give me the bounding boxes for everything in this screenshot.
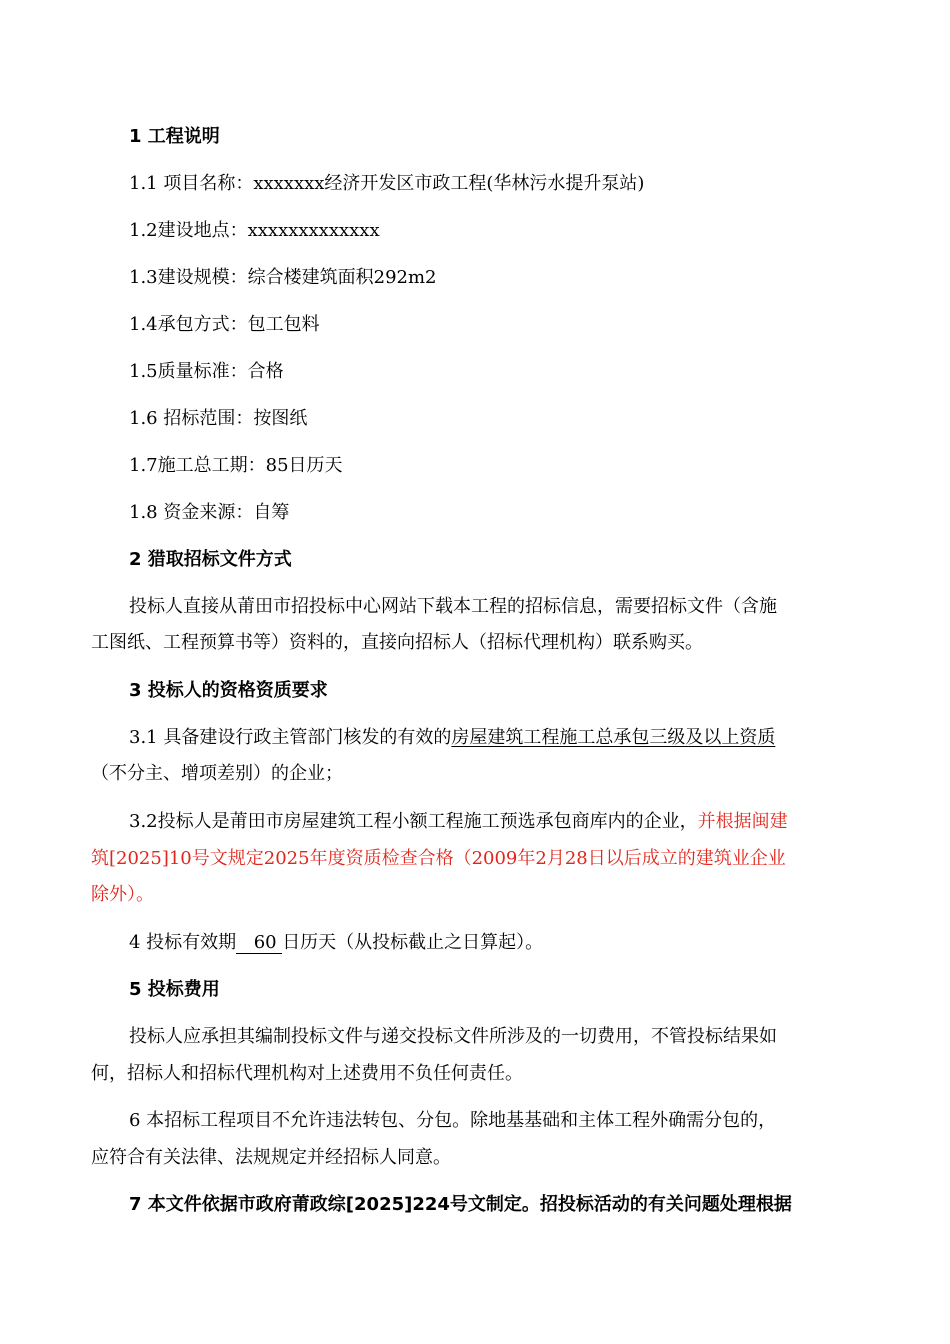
qualification-item-2-red-line-3: 除外）。 [91, 884, 154, 905]
bid-validity-suffix: 日历天（从投标截止之日算起）。 [282, 932, 544, 953]
qualification-item-2-red-text: 并根据闽建 [697, 811, 788, 832]
quality-standard-item: 1.5质量标准：合格 [129, 361, 284, 382]
construction-scale-item: 1.3建设规模：综合楼建筑面积292m2 [129, 267, 437, 288]
bid-validity-days-blank [236, 933, 282, 954]
section-1-heading: 1 工程说明 [129, 126, 220, 147]
qualification-requirement-underlined: 房屋建筑工程施工总承包三级及以上资质 [451, 727, 776, 748]
qualification-item-2-red-line-2: 筑[2025]10号文规定2025年度资质检查合格（2009年2月28日以后成立的建筑业企业 [91, 848, 786, 869]
qualification-item-1-prefix: 3.1 具备建设行政主管部门核发的有效的 [129, 727, 452, 748]
section-5-heading: 5 投标费用 [129, 979, 220, 1000]
section-7-line-1: 7 本文件依据市政府莆政综[2025]224号文制定。招投标活动的有关问题处理根据 [129, 1194, 792, 1215]
section-5-paragraph-line-1: 投标人应承担其编制投标文件与递交投标文件所涉及的一切费用，不管投标结果如 [129, 1026, 777, 1047]
fund-source-item: 1.8 资金来源：自筹 [129, 502, 290, 523]
section-6-line-2: 应符合有关法律、法规规定并经招标人同意。 [91, 1147, 451, 1168]
qualification-item-2 [129, 811, 788, 833]
contract-method-item: 1.4承包方式：包工包料 [129, 314, 320, 335]
section-3-heading: 3 投标人的资格资质要求 [129, 680, 328, 701]
qualification-item-2-text: 3.2投标人是莆田市房屋建筑工程小额工程施工预选承包商库内的企业， [129, 811, 698, 832]
section-2-heading: 2 猎取招标文件方式 [129, 549, 292, 570]
qualification-item-1 [129, 727, 775, 749]
bid-validity-days-value: 60 [253, 932, 277, 953]
section-6-line-1: 6 本招标工程项目不允许违法转包、分包。除地基基础和主体工程外确需分包的， [129, 1110, 777, 1131]
qualification-item-1-line-2: （不分主、增项差别）的企业； [91, 763, 343, 784]
project-name-item: 1.1 项目名称：xxxxxxx经济开发区市政工程(华林污水提升泵站) [129, 173, 645, 194]
section-5-paragraph-line-2: 何，招标人和招标代理机构对上述费用不负任何责任。 [91, 1063, 523, 1084]
section-2-paragraph-line-2: 工图纸、工程预算书等）资料的，直接向招标人（招标代理机构）联系购买。 [91, 632, 703, 653]
bid-scope-item: 1.6 招标范围：按图纸 [129, 408, 308, 429]
bid-validity-prefix: 4 投标有效期 [129, 932, 237, 953]
section-2-paragraph-line-1: 投标人直接从莆田市招投标中心网站下载本工程的招标信息，需要招标文件（含施 [129, 596, 777, 617]
construction-site-item: 1.2建设地点：xxxxxxxxxxxxx [129, 220, 380, 241]
bid-validity-line [129, 932, 543, 954]
construction-period-item: 1.7施工总工期：85日历天 [129, 455, 343, 476]
